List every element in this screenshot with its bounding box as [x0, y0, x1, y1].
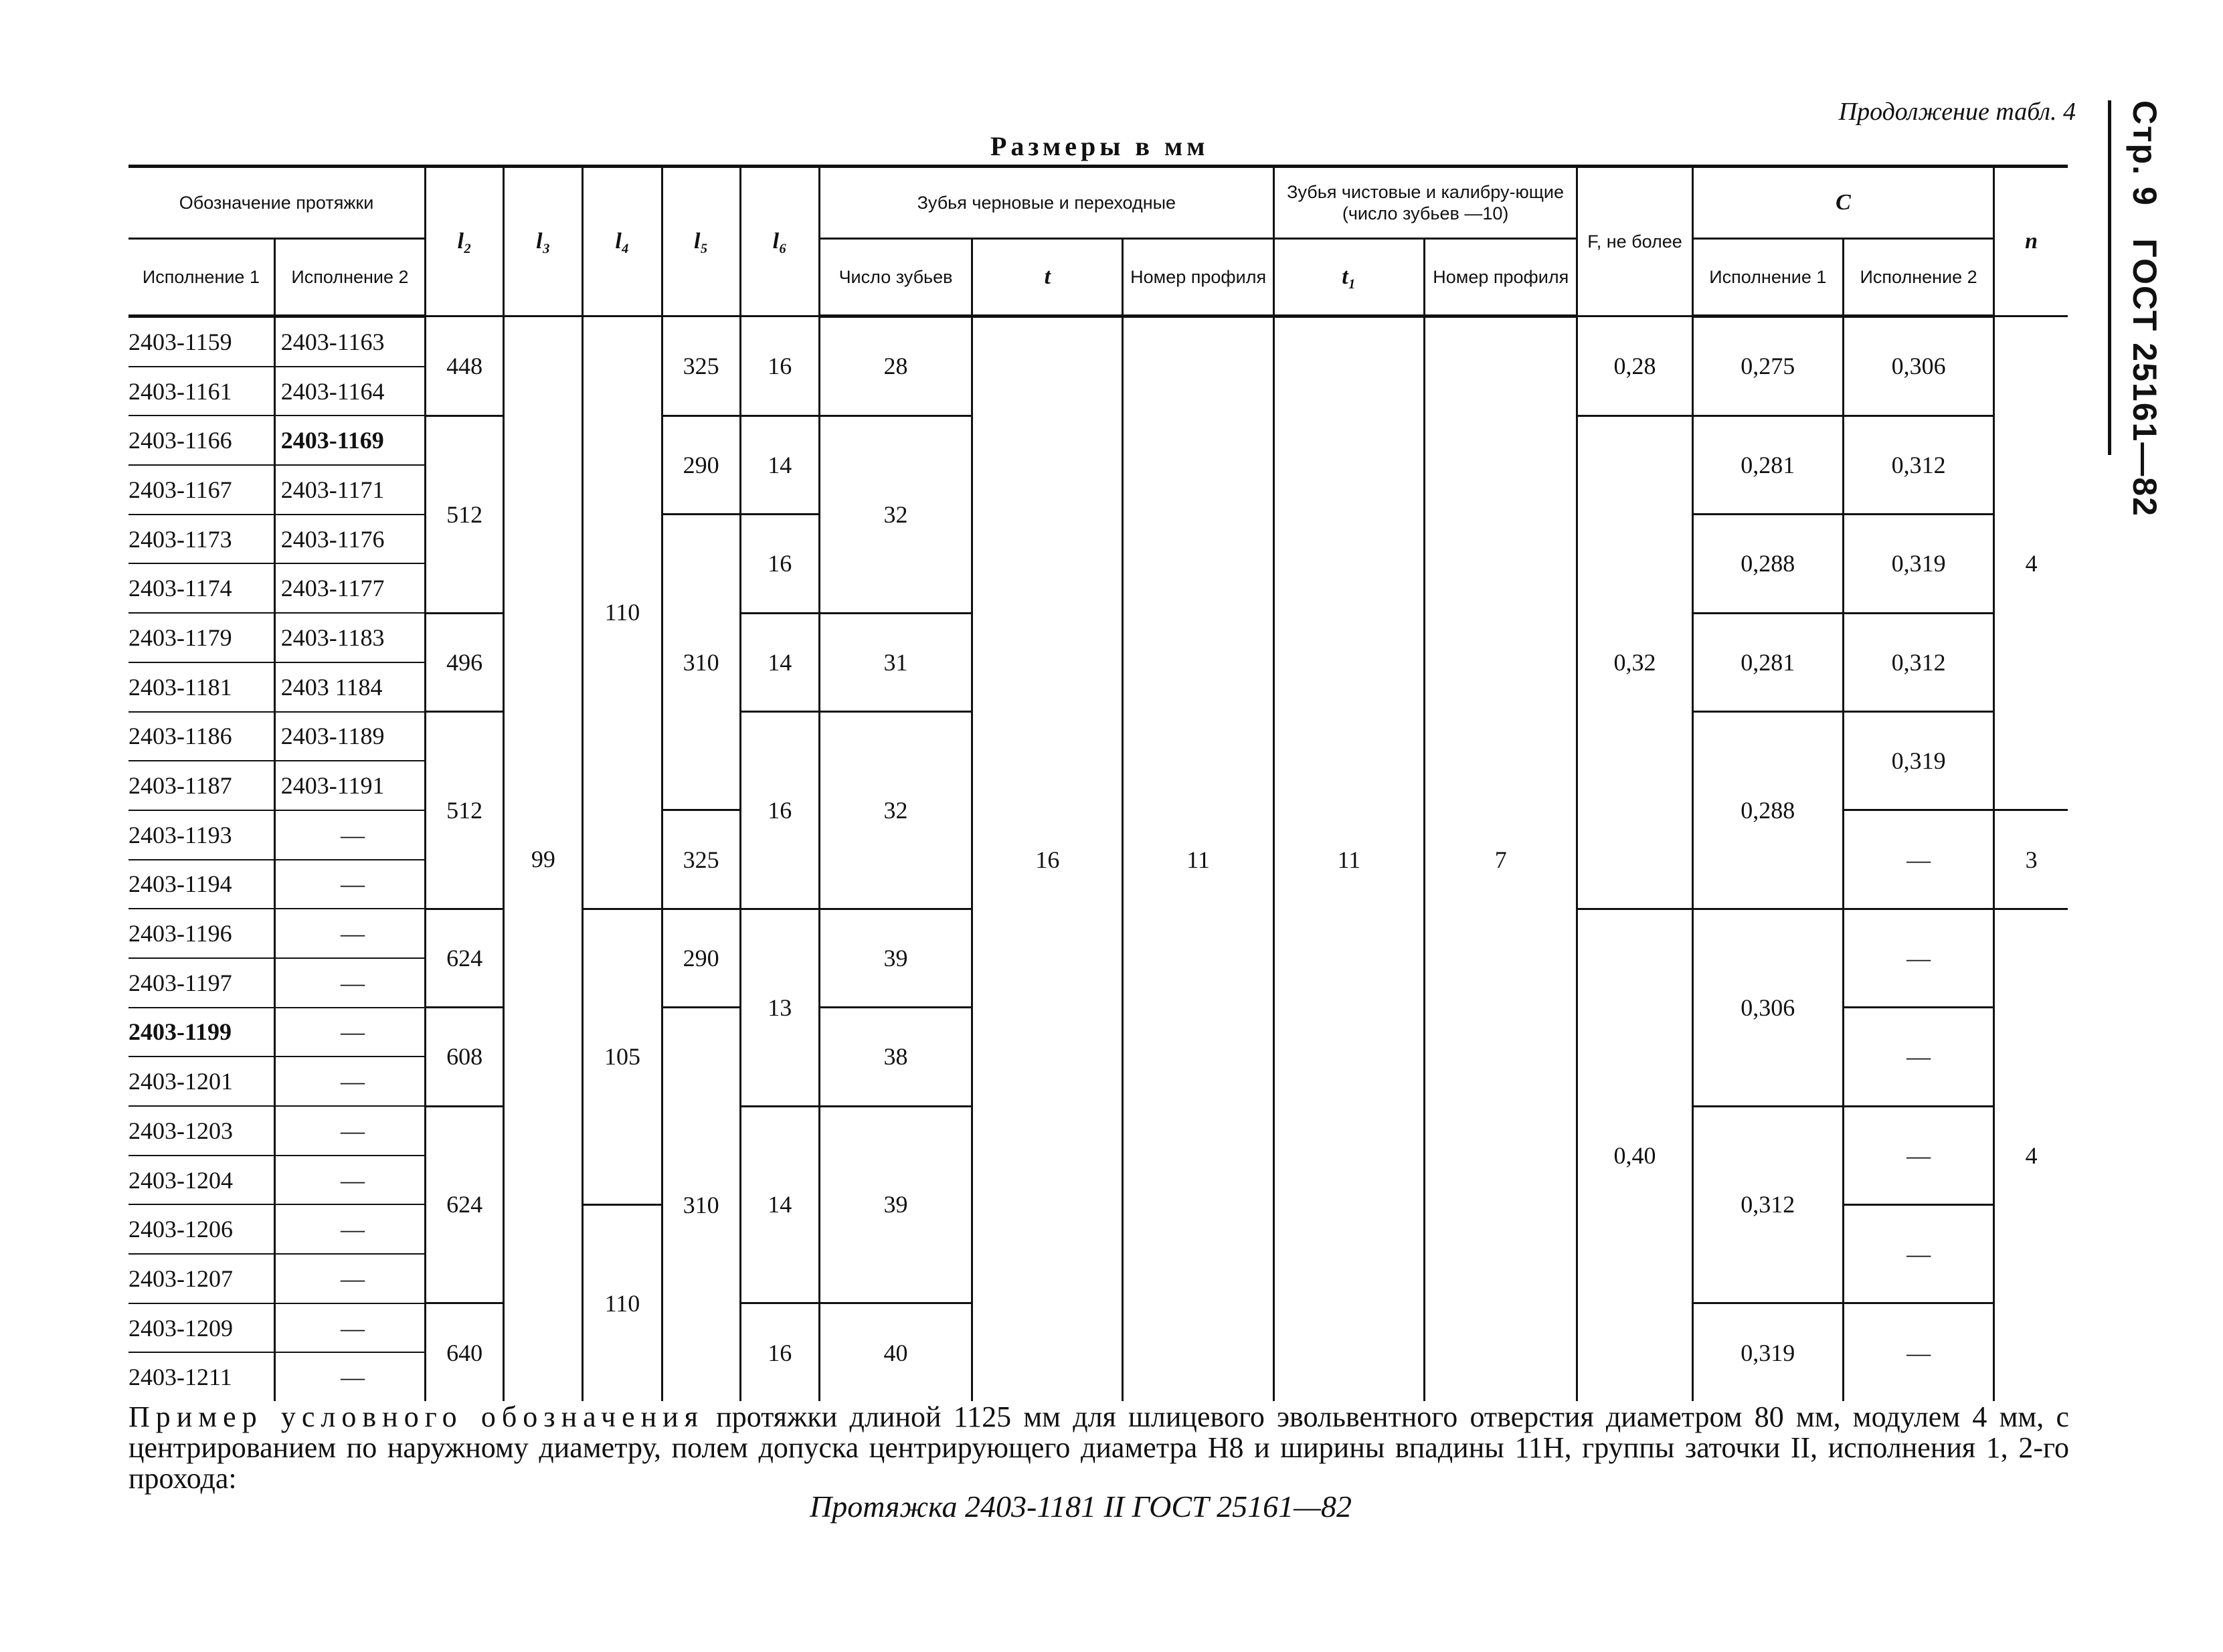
header-l4: l₄: [583, 167, 662, 316]
header-rough-teeth: Зубья черновые и переходные: [819, 167, 1273, 239]
table-cell: 2403-1167: [128, 465, 274, 515]
table-cell: 40: [819, 1303, 972, 1401]
table-cell: 448: [426, 316, 504, 416]
table-cell: 0,306: [1692, 909, 1843, 1106]
table-cell: 0,312: [1843, 416, 1993, 514]
table-cell: —: [274, 1008, 425, 1057]
header-exec1: Исполнение 1: [128, 239, 274, 316]
table-cell: 2403-1163: [274, 316, 425, 367]
header-t: t: [972, 239, 1123, 316]
example-lead: Пример условного обозначения: [128, 1400, 704, 1433]
example-text: протяжки длиной 1125 мм для шлицевого эвольвентного отверстия диаметром 80 мм, модулем 4 мм, с центрированием по наружному диаметру, полем допуска центрирующего диаметра H8 и ширины впадины 11H, группы заточки II, исполнения 1, 2-го прохода:: [128, 1400, 2070, 1495]
table-cell: 38: [819, 1008, 972, 1106]
table-cell: 39: [819, 1106, 972, 1303]
table-cell: 2403-1179: [128, 613, 274, 662]
header-l5: l₅: [662, 167, 740, 316]
header-finish-teeth: Зубья чистовые и калибру-ющие (число зубьев —10): [1273, 167, 1577, 239]
header-l2: l₂: [426, 167, 504, 316]
dimensions-table: [128, 165, 2068, 1401]
table-cell: —: [274, 860, 425, 909]
table-cell: 310: [662, 515, 740, 810]
table-cell: 32: [819, 712, 972, 909]
table-cell: 2403-1191: [274, 761, 425, 810]
table-cell: —: [274, 810, 425, 860]
table-cell: 2403-1173: [128, 515, 274, 564]
table-cell: 2403-1197: [128, 958, 274, 1008]
table-cell: 496: [426, 613, 504, 711]
table-cell: 16: [740, 316, 819, 416]
table-cell: 2403-1193: [128, 810, 274, 860]
table-cell: 16: [740, 712, 819, 909]
table-cell: 2403-1209: [128, 1303, 274, 1353]
table-cell: 512: [426, 416, 504, 613]
table-cell: 2403-1166: [128, 416, 274, 465]
table-cell: 2403-1164: [274, 367, 425, 416]
table-cell: —: [274, 1057, 425, 1106]
table-cell: 0,288: [1692, 712, 1843, 909]
table-cell: 110: [583, 1204, 662, 1401]
header-designation: Обозначение протяжки: [128, 167, 426, 239]
side-header-text: [2125, 100, 2164, 517]
table-cell: 11: [1273, 316, 1424, 1402]
table-cell: 0,40: [1577, 909, 1692, 1401]
table-cell: 290: [662, 909, 740, 1007]
table-cell: 2403-1203: [128, 1106, 274, 1156]
table-cell: 0,319: [1843, 712, 1993, 810]
header-teeth-count: Число зубьев: [819, 239, 972, 316]
header-n: n: [1994, 167, 2068, 316]
table-cell: 14: [740, 416, 819, 514]
table-cell: 2403-1204: [128, 1156, 274, 1205]
table-cell: 0,319: [1692, 1303, 1843, 1401]
table-cell: 2403-1201: [128, 1057, 274, 1106]
table-cell: 2403-1177: [274, 563, 425, 613]
table-cell: —: [1843, 1204, 1993, 1303]
table-cell: 2403-1181: [128, 662, 274, 712]
table-cell: 2403-1194: [128, 860, 274, 909]
table-cell: —: [274, 1352, 425, 1401]
header-C: C: [1692, 167, 1994, 239]
header-profile-no: Номер профиля: [1123, 239, 1273, 316]
table-cell: 7: [1425, 316, 1577, 1402]
table-cell: 13: [740, 909, 819, 1106]
header-C-exec1: Исполнение 1: [1692, 239, 1843, 316]
table-cell: 0,319: [1843, 515, 1993, 613]
table-cell: 2403-1169: [274, 416, 425, 465]
table-cell: 32: [819, 416, 972, 613]
table-cell: 2403-1176: [274, 515, 425, 564]
table-cell: —: [274, 1156, 425, 1205]
table-cell: 4: [1994, 909, 2068, 1401]
table-cell: 2403-1187: [128, 761, 274, 810]
table-cell: 512: [426, 712, 504, 909]
table-cell: 2403-1174: [128, 563, 274, 613]
header-l3: l₃: [504, 167, 583, 316]
table-cell: 0,288: [1692, 515, 1843, 613]
example-designation: Протяжка 2403-1181 II ГОСТ 25161—82: [810, 1489, 1352, 1524]
table-cell: 16: [740, 515, 819, 613]
table-cell: 2403 1184: [274, 662, 425, 712]
table-cell: —: [274, 1254, 425, 1303]
table-cell: 0,281: [1692, 416, 1843, 514]
header-t1: t₁: [1273, 239, 1424, 316]
table-cell: 2403-1159: [128, 316, 274, 367]
table-cell: 2403-1171: [274, 465, 425, 515]
header-profile-no-2: Номер профиля: [1425, 239, 1577, 316]
table-cell: 310: [662, 1008, 740, 1402]
table-cell: —: [1843, 810, 1993, 909]
table-cell: 2403-1183: [274, 613, 425, 662]
table-cell: —: [1843, 1106, 1993, 1204]
table-cell: 2403-1189: [274, 712, 425, 761]
table-cell: 3: [1994, 810, 2068, 909]
table-cell: 0,281: [1692, 613, 1843, 711]
table-cell: 0,32: [1577, 416, 1692, 909]
page-number: Стр. 9: [2126, 100, 2163, 207]
designation-example: [128, 1402, 2069, 1494]
page-side-header: [2095, 100, 2195, 517]
table-cell: 608: [426, 1008, 504, 1106]
table-cell: 2403-1161: [128, 367, 274, 416]
table-cell: —: [1843, 1303, 1993, 1401]
table-cell: 640: [426, 1303, 504, 1401]
table-cell: —: [274, 1303, 425, 1353]
table-cell: 290: [662, 416, 740, 514]
table-cell: 2403-1206: [128, 1204, 274, 1254]
table-cell: 16: [972, 316, 1123, 1402]
table-cell: 16: [740, 1303, 819, 1401]
table-cell: 39: [819, 909, 972, 1007]
table-cell: 14: [740, 1106, 819, 1303]
table-cell: 105: [583, 909, 662, 1204]
table-cell: 28: [819, 316, 972, 416]
header-l6: l₆: [740, 167, 819, 316]
table-cell: 0,312: [1843, 613, 1993, 711]
table-cell: 0,28: [1577, 316, 1692, 416]
table-cell: 99: [504, 316, 583, 1402]
table-cell: 2403-1196: [128, 909, 274, 958]
table-cell: 325: [662, 810, 740, 909]
table-cell: 11: [1123, 316, 1273, 1402]
table-cell: 4: [1994, 316, 2068, 810]
table-cell: 14: [740, 613, 819, 711]
table-cell: 2403-1186: [128, 712, 274, 761]
dimensions-caption: Размеры в мм: [990, 131, 1209, 161]
table-cell: —: [1843, 1008, 1993, 1106]
side-rule: [2108, 100, 2111, 455]
table-cell: —: [274, 1106, 425, 1156]
header-F: F, не более: [1577, 167, 1692, 316]
table-cell: 31: [819, 613, 972, 711]
table-cell: 2403-1207: [128, 1254, 274, 1303]
table-cell: 110: [583, 316, 662, 909]
table-cell: —: [1843, 909, 1993, 1007]
table-cell: 2403-1211: [128, 1364, 232, 1391]
table-cell: 0,275: [1692, 316, 1843, 416]
standard-number: ГОСТ 25161—82: [2126, 238, 2163, 517]
table-cell: 624: [426, 1106, 504, 1303]
table-cell: 0,312: [1692, 1106, 1843, 1303]
table-cell: —: [274, 1204, 425, 1254]
table-continuation-label: Продолжение табл. 4: [1838, 98, 2076, 126]
table-cell: 624: [426, 909, 504, 1007]
table-cell: —: [274, 909, 425, 958]
table-cell: 0,306: [1843, 316, 1993, 416]
header-exec2: Исполнение 2: [274, 239, 425, 316]
table-cell: 2403-1199: [128, 1008, 274, 1057]
table-cell: 325: [662, 316, 740, 416]
header-C-exec2: Исполнение 2: [1843, 239, 1993, 316]
table-cell: —: [274, 958, 425, 1008]
